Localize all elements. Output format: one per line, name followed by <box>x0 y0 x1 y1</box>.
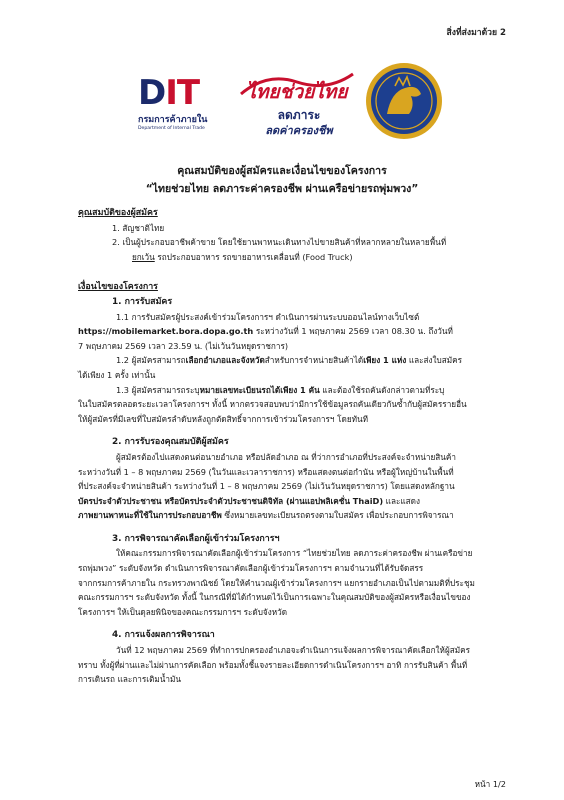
section-1-heading: 1. การรับสมัคร <box>112 296 173 307</box>
dit-wordmark: DIT <box>138 73 200 113</box>
section-2-heading: 2. การรับรองคุณสมบัติผู้สมัคร <box>112 437 229 448</box>
document-body <box>78 206 516 687</box>
dit-dept-en: Department of Internal Trade <box>138 126 205 131</box>
government-seal-icon <box>365 62 443 140</box>
thai-logo-line1: ลดภาระ <box>277 108 321 122</box>
page-number: หน้า 1/2 <box>474 779 506 789</box>
conditions-heading: เงื่อนไขของโครงการ <box>78 282 158 293</box>
title-line-1: คุณสมบัติของผู้สมัครและเงื่อนไขของโครงการ <box>177 165 387 177</box>
document-title <box>0 162 564 198</box>
qualification-item-2: 2. เป็นผู้ประกอบอาชีพค้าขาย โดยใช้ยานพาหนะเดินทางไปขายสินค้าที่หลากหลายในหลายพื้นที่ <box>112 237 447 248</box>
title-line-2: “ไทยช่วยไทย ลดภาระค่าครองชีพ ผ่านเครือข่ายรถพุ่มพวง” <box>145 183 419 195</box>
section-1-3-line-1: 1.3 ผู้สมัครสามารถระบุหมายเลขทะเบียนรถได้เพียง 1 คัน และต้องใช้รถคันดังกล่าวตามที่ระบุ <box>116 384 445 395</box>
section-1-3-line-3: ให้ผู้สมัครที่มีเลขที่ใบสมัครลำดับหลังถูกตัดสิทธิ์จากการเข้าร่วมโครงการฯ โดยทันที <box>78 413 369 424</box>
section-4-line-1: วันที่ 12 พฤษภาคม 2569 ที่ทำการปกครองอำเภอจะดำเนินการแจ้งผลการพิจารณาคัดเลือกให้ผู้สมัคร <box>116 645 471 656</box>
section-3-line-4: คณะกรรมการฯ ระดับจังหวัด ทั้งนี้ ในกรณีที่มิได้กำหนดไว้เป็นการเฉพาะในคุณสมบัติของผู้สมัครหรือเงื่อนไขของ <box>78 592 471 603</box>
section-2-line-1: ผู้สมัครต้องไปแสดงตนต่อนายอำเภอ หรือปลัดอำเภอ ณ ที่ว่าการอำเภอที่ประสงค์จะจำหน่ายสินค้า <box>116 451 456 462</box>
thai-logo-top-text: ไทยช่วยไทย <box>246 81 348 103</box>
section-1-1-line-3: 7 พฤษภาคม 2569 เวลา 23.59 น. (ไม่เว้นวันหยุดราชการ) <box>78 340 289 351</box>
section-4-heading: 4. การแจ้งผลการพิจารณา <box>112 630 215 641</box>
section-2-line-5: ภาพยานพาหนะที่ใช้ในการประกอบอาชีพ ซึ่งหมายเลขทะเบียนรถตรงตามใบสมัคร เพื่อประกอบการพิจารณา <box>78 510 454 521</box>
dit-dept-th: กรมการค้าภายใน <box>138 115 208 125</box>
section-4-line-3: การเดินรถ และการเติมน้ำมัน <box>78 674 181 685</box>
logo-row <box>0 62 564 147</box>
thai-chuai-thai-logo <box>237 64 357 144</box>
section-1-1-line-1: 1.1 การรับสมัครผู้ประสงค์เข้าร่วมโครงการฯ ดำเนินการผ่านระบบออนไลน์ทางเว็บไซต์ <box>116 311 420 322</box>
thai-logo-line2: ลดค่าครองชีพ <box>265 124 333 137</box>
section-1-1-line-2: https://mobilemarket.bora.dopa.go.th ระหว่างวันที่ 1 พฤษภาคม 2569 เวลา 08.30 น. ถึงวันที่ <box>78 326 453 337</box>
section-3-line-3: จากกรมการค้าภายใน กระทรวงพาณิชย์ โดยให้คำนวณผู้เข้าร่วมโครงการฯ แยกรายอำเภอเป็นไปตามมติที่ประชุม <box>78 577 475 588</box>
section-1-2-line-2: ได้เพียง 1 ครั้ง เท่านั้น <box>78 369 156 380</box>
section-3-line-1: ให้คณะกรรมการพิจารณาคัดเลือกผู้เข้าร่วมโครงการ “ไทยช่วยไทย ลดภาระค่าครองชีพ ผ่านเครือข่าย <box>116 548 473 559</box>
section-4-line-2: ทราบ ทั้งผู้ที่ผ่านและไม่ผ่านการคัดเลือก พร้อมทั้งชี้แจงรายละเอียดการดำเนินโครงการฯ อาทิ การรับสินค้า พื้นที่ <box>78 659 468 670</box>
qualification-item-2-cont: ยกเว้น รถประกอบอาหาร รถขายอาหารเคลื่อนที่ (Food Truck) <box>132 251 353 262</box>
qualifications-heading: คุณสมบัติของผู้สมัคร <box>78 208 158 218</box>
section-1-2-line-1: 1.2 ผู้สมัครสามารถเลือกอำเภอและจังหวัดสำหรับการจำหน่ายสินค้าได้เพียง 1 แห่ง และส่งใบสมัคร <box>116 355 463 366</box>
qualification-item-1: 1. สัญชาติไทย <box>112 222 165 233</box>
section-3-heading: 3. การพิจารณาคัดเลือกผู้เข้าร่วมโครงการฯ <box>112 533 280 544</box>
section-1-3-line-2: ในใบสมัครตลอดระยะเวลาโครงการฯ ทั้งนี้ หากตรวจสอบพบว่ามีการใช้ข้อมูลรถคันเดียวกันซ้ำกับผู้สมัครรายอื่น <box>78 399 467 410</box>
section-2-line-3: ที่ประสงค์จะจำหน่ายสินค้า ระหว่างวันที่ 1 – 8 พฤษภาคม 2569 (ไม่เว้นวันหยุดราชการ) โดยแสดงหลักฐาน <box>78 481 455 492</box>
attachment-label: สิ่งที่ส่งมาด้วย 2 <box>446 28 506 38</box>
section-3-line-5: โครงการฯ ให้เป็นดุลยพินิจของคณะกรรมการฯ ระดับจังหวัด <box>78 606 288 617</box>
dit-logo <box>138 73 230 131</box>
section-2-line-2: ระหว่างวันที่ 1 – 8 พฤษภาคม 2569 (ในวันและเวลาราชการ) หรือแสดงตนต่อกำนัน หรือผู้ใหญ่บ้านในพื้นที่ <box>78 466 454 477</box>
section-3-line-2: รถพุ่มพวง” ระดับจังหวัด ดำเนินการพิจารณาคัดเลือกผู้เข้าร่วมโครงการฯ ตามจำนวนที่ได้รับจัดสรร <box>78 563 424 574</box>
section-2-line-4: บัตรประจำตัวประชาชน หรือบัตรประจำตัวประชาชนดิจิทัล (ผ่านแอปพลิเคชั่น ThaiD) และแสดง <box>78 495 420 506</box>
